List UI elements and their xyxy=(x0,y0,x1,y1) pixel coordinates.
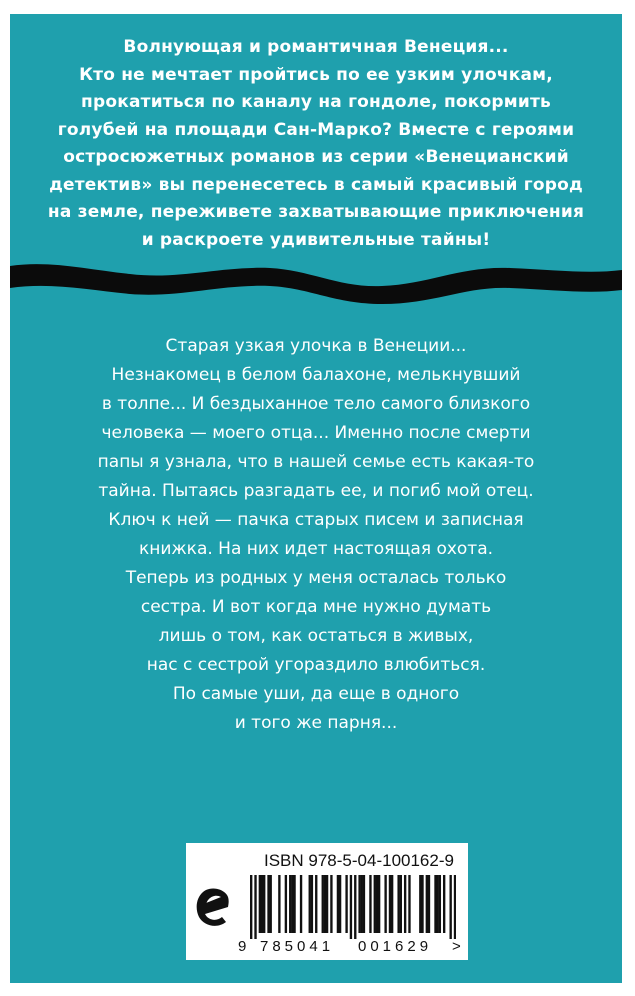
barcode-bar xyxy=(259,875,261,933)
barcode-end-mark: > xyxy=(452,938,461,955)
barcode-bar xyxy=(330,875,332,933)
barcode-bar xyxy=(374,875,376,933)
barcode-bar xyxy=(289,875,291,933)
barcode-bar xyxy=(324,875,326,933)
barcode-bar xyxy=(421,875,423,933)
blurb-line: прокатиться по каналу на гондоле, покормить xyxy=(81,92,551,112)
barcode-bar xyxy=(454,875,456,939)
annotation-line: нас с сестрой угораздило влюбиться. xyxy=(146,655,486,675)
barcode-bar xyxy=(358,875,360,933)
stylized-e-logo-icon xyxy=(194,885,234,929)
blurb-line: голубей на площади Сан-Марко? Вместе с героями xyxy=(57,119,575,140)
barcode-bar xyxy=(428,875,430,933)
barcode-bar xyxy=(439,875,441,933)
barcode-bar xyxy=(361,875,363,933)
barcode-bar xyxy=(322,875,324,933)
barcode-bar xyxy=(384,875,386,933)
barcode-bar xyxy=(254,875,256,939)
barcode-first-digit: 9 xyxy=(238,938,247,955)
barcode-bar xyxy=(434,875,436,933)
annotation-line: в толпе... И бездыханное тело самого близкого xyxy=(101,394,531,414)
isbn-barcode-block xyxy=(186,843,468,960)
blurb-line: детектив» вы перенесетесь в самый красивый город xyxy=(49,174,583,195)
barcode-right-group: 001629 xyxy=(358,938,433,955)
annotation-line: Ключ к ней — пачка старых писем и записная xyxy=(108,510,524,530)
barcode-bar xyxy=(449,875,451,939)
book-annotation xyxy=(30,332,602,738)
annotation-line: Незнакомец в белом балахоне, мелькнувший xyxy=(111,365,521,385)
isbn-label: ISBN 978-5-04-100162-9 xyxy=(264,851,454,870)
annotation-line: Теперь из родных у меня осталась только xyxy=(125,568,507,588)
blurb-line: на земле, переживете захватывающие приключения xyxy=(47,202,585,222)
barcode-bar xyxy=(389,875,391,933)
barcode-bar xyxy=(363,875,365,933)
barcode-bar xyxy=(293,875,295,933)
barcode-bar xyxy=(400,875,402,933)
barcode-bar xyxy=(397,875,399,933)
blurb-line: и раскроете удивительные тайны! xyxy=(141,229,491,250)
barcode-bar xyxy=(419,875,421,933)
barcode-bar xyxy=(300,875,302,933)
teal-panel xyxy=(10,14,622,983)
barcode-bar xyxy=(376,875,378,933)
barcode-left-group: 785041 xyxy=(260,938,335,955)
barcode-bar xyxy=(426,875,428,933)
barcode-bar xyxy=(250,875,252,939)
black-wave-divider xyxy=(10,260,622,306)
annotation-line: и того же парня... xyxy=(234,713,398,733)
annotation-line: тайна. Пытаясь разгадать ее, и погиб мой отец. xyxy=(98,481,534,501)
barcode-bar xyxy=(339,875,341,933)
series-blurb xyxy=(30,34,602,254)
annotation-line: лишь о том, как остаться в живых, xyxy=(158,626,474,646)
barcode-bar xyxy=(263,875,265,933)
barcode-bar xyxy=(345,875,347,933)
barcode-bar xyxy=(369,875,371,933)
barcode-bar xyxy=(408,875,410,933)
barcode-bar xyxy=(278,875,280,933)
barcode-bar xyxy=(285,875,287,933)
barcode-bar xyxy=(270,875,272,933)
barcode-bar xyxy=(309,875,311,933)
barcode-bar xyxy=(350,875,352,939)
barcode-bar xyxy=(378,875,380,933)
annotation-line: Старая узкая улочка в Венеции... xyxy=(165,336,467,356)
annotation-line: книжка. На них идет настоящая охота. xyxy=(138,539,494,559)
barcode-bars xyxy=(250,875,456,939)
blurb-line: остросюжетных романов из серии «Венецианский xyxy=(63,147,569,167)
barcode-bar xyxy=(337,875,339,933)
barcode-bar xyxy=(436,875,438,933)
barcode-bar xyxy=(354,875,356,939)
annotation-line: По самые уши, да еще в одного xyxy=(172,684,460,704)
barcode-bar xyxy=(443,875,445,933)
barcode-bar xyxy=(404,875,406,933)
barcode-bar xyxy=(261,875,263,933)
annotation-line: папы я узнала, что в нашей семье есть какая-то xyxy=(97,452,535,472)
barcode-bar xyxy=(291,875,293,933)
barcode-bar xyxy=(267,875,269,933)
annotation-line: человека — моего отца... Именно после смерти xyxy=(101,423,531,443)
barcode-bar xyxy=(326,875,328,933)
annotation-line: сестра. И вот когда мне нужно думать xyxy=(140,597,492,617)
blurb-line: Кто не мечтает пройтись по ее узким улочкам, xyxy=(79,64,553,85)
barcode-bar xyxy=(315,875,317,933)
blurb-line: Волнующая и романтичная Венеция... xyxy=(123,37,509,57)
barcode-bar xyxy=(311,875,313,933)
barcode-bar xyxy=(391,875,393,933)
